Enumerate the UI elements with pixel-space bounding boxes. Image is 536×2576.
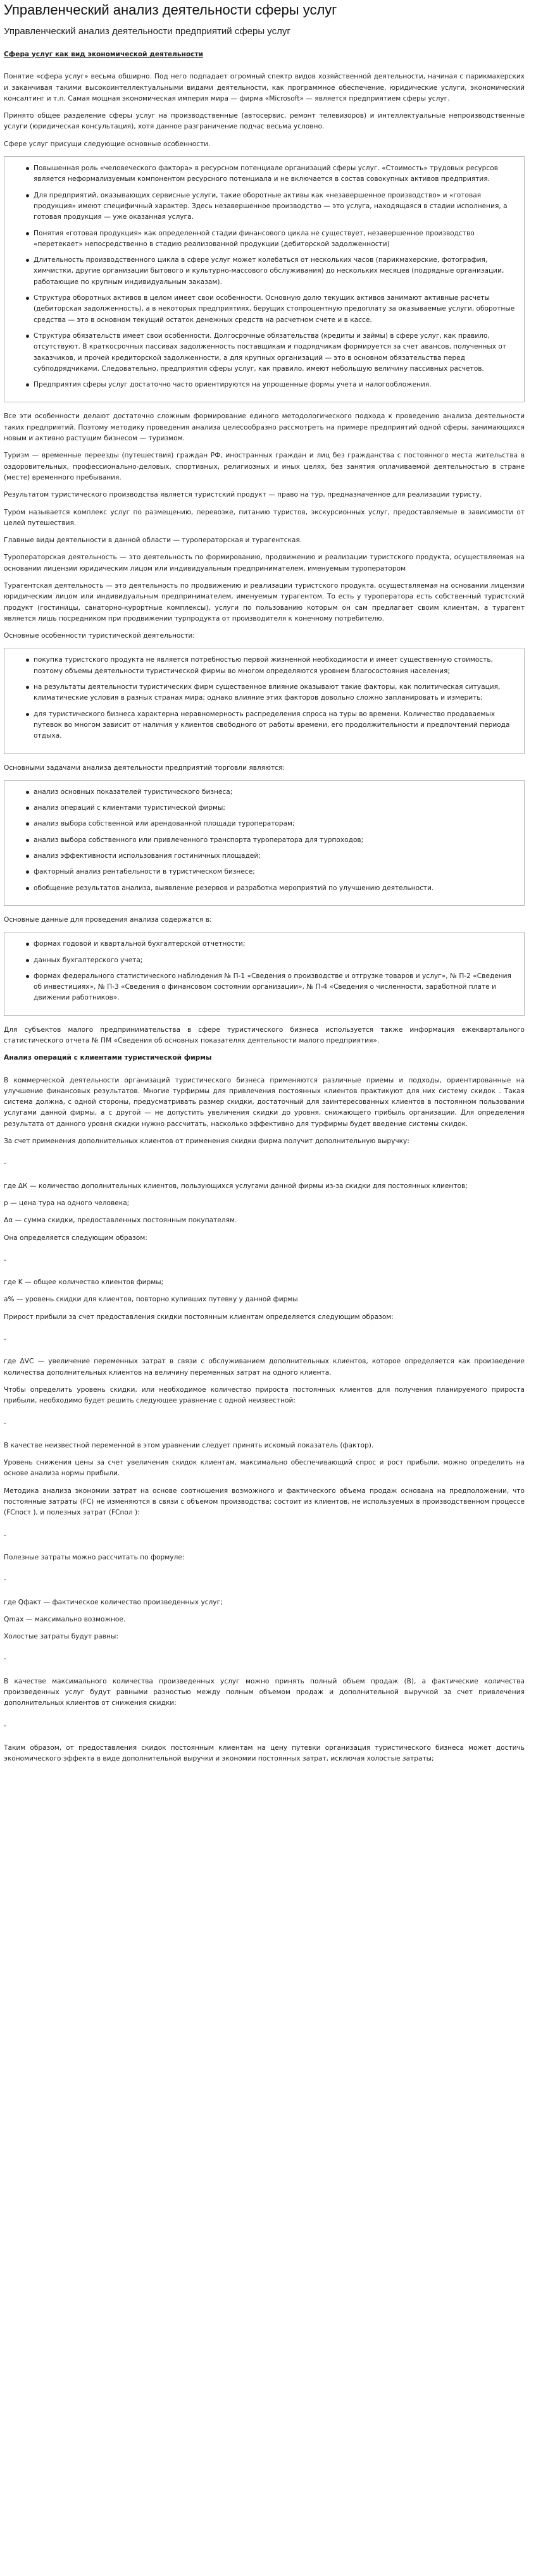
list-item: формах федерального статистического наблюдения № П-1 «Сведения о производстве и отгрузке товаров и услуг», № П-2 «Сведения об инвестициях», № П-3 «Сведения о финансовом состоянии организации», № П-4 «Сведения о численности, заработной плате и движении работников».: [34, 971, 519, 1004]
analysis-tasks-list: [4, 787, 519, 894]
definition-line: где Qфакт — фактическое количество произведенных услуг;: [4, 1598, 223, 1606]
features-box: [4, 156, 525, 402]
list-item: покупка туристского продукта не является потребностью первой жизненной необходимости и имеет существенную стоимость, поэтому объемы деятельности туристической фирмы во многом определяются уровнем благосостояния населения;: [34, 655, 519, 677]
sources-box: [4, 932, 525, 1015]
formula-placeholder: -: [4, 1531, 6, 1539]
list-item: анализ основных показателей туристического бизнеса;: [34, 787, 519, 798]
list-item: обобщение результатов анализа, выявление резервов и разработка мероприятий по улучшению деятельности.: [34, 883, 519, 894]
list-item: анализ выбора собственного или привлеченного транспорта туроператора для турпоходов;: [34, 835, 519, 846]
body-paragraph: Она определяется следующим образом:: [4, 1234, 147, 1242]
sources-intro: Основные данные для проведения анализа содержатся в:: [4, 915, 212, 924]
tourism-features-list: [4, 655, 519, 741]
definition-line: p — цена тура на одного человека;: [4, 1199, 130, 1207]
formula-placeholder: -: [4, 1655, 6, 1663]
formula-placeholder: -: [4, 1419, 6, 1427]
list-item: анализ выбора собственной или арендованной площади туроператорам;: [34, 819, 519, 829]
list-item: анализ операций с клиентами туристической фирмы;: [34, 803, 519, 814]
clients-paragraph: В коммерческой деятельности организаций туристического бизнеса применяются различные приемы и подходы, ориентированные на улучшение финансовых результатов. Многие турфирмы для привлечения постоянных клиентов практикуют для них систему скидок . Такая система должна, с одной стороны, предусматривать размер скидки, достаточный для заинтересованных клиентов в постоянном пользовании услугами данной фирмы, а с другой — не допустить увеличения скидки до уровня, снижающего прибыль организации. Для определения результата от данного уровня скидки нужно рассчитать, насколько эффективно для турфирмы будет введение системы скидок.: [4, 1076, 525, 1128]
list-item: факторный анализ рентабельности в туристическом бизнесе;: [34, 867, 519, 877]
intro-paragraph: Сфере услуг присущи следующие основные особенности.: [4, 140, 211, 148]
definition-line: где ΔVC — увеличение переменных затрат в связи с обслуживанием дополнительных клиентов, которое определяется как произведение количества дополнительных клиентов на величину переменных затрат на одного клиента.: [4, 1358, 525, 1377]
body-paragraph: Основные особенности туристической деятельности:: [4, 632, 195, 640]
body-paragraph: Прирост прибыли за счет предоставления скидки постоянным клиентам определяется следующим образом:: [4, 1313, 394, 1321]
body-paragraph: Главные виды деятельности в данной области — туроператорская и турагентская.: [4, 536, 302, 545]
body-paragraph: Туром называется комплекс услуг по размещению, перевозке, питанию туристов, экскурсионных услуг, предоставляемые в зависимости от целей путешествия.: [4, 508, 525, 527]
analysis-tasks-box: [4, 780, 525, 906]
definition-line: Qmax — максимально возможное.: [4, 1615, 126, 1623]
list-item: Предприятия сферы услуг достаточно часто ориентируются на упрощенные формы учета и налогообложения.: [34, 380, 519, 390]
list-item: для туристического бизнеса характерна неравномерность распределения спроса на туры во времени. Количество продаваемых путевок во многом зависит от наличия у клиентов свободного от работы времени, его продолжительности и предпочтений периода отдыха.: [34, 709, 519, 742]
formula-placeholder: -: [4, 1335, 6, 1344]
clients-paragraph: За счет применения дополнительных клиентов от применения скидки фирма получит дополнительную выручку:: [4, 1137, 409, 1146]
definition-line: a% — уровень скидки для клиентов, повторно купивших путевку у данной фирмы: [4, 1296, 298, 1304]
list-item: формах годовой и квартальной бухгалтерской отчетности;: [34, 939, 519, 950]
list-item: данных бухгалтерского учета;: [34, 955, 519, 966]
list-item: Структура оборотных активов в целом имеет свои особенности. Основную долю текущих активов занимают активные расчеты (дебиторская задолженность), а в некоторых предприятиях, берущих стопроцентную предоплату за оказываемые услуги, оборотные средства — это в основном текущий остаток денежных средств на расчетном счете и в кассе.: [34, 293, 519, 326]
list-item: анализ эффективности использования гостиничных площадей;: [34, 851, 519, 862]
tourism-features-box: [4, 648, 525, 753]
sources-list: [4, 939, 519, 1003]
definition-line: Δα — сумма скидки, предоставленных постоянным покупателям.: [4, 1217, 237, 1225]
intro-paragraph: Понятие «сфера услуг» весьма обширно. Под него подпадает огромный спектр видов хозяйственной деятельности, начиная с парикмахерских и заканчивая такими высокоинтеллектуальными видами деятельности, как программное обеспечение, юридические услуги, экономический консалтинг и т.п. Самая мощная экономическая империя мира — фирма «Microsoft» — является предприятием сферы услуг.: [4, 73, 525, 102]
list-item: Понятия «готовая продукция» как определенной стадии финансового цикла не существует, незавершенное производство «перетекает» непосредственно в стадию реализованной продукции (дебиторской задолженности): [34, 228, 519, 251]
features-list: [4, 163, 519, 390]
section-heading: Сфера услуг как вид экономической деятельности: [4, 51, 204, 58]
body-paragraph: Результатом туристического производства является туристский продукт — право на тур, предназначенное для реализации туристу.: [4, 491, 482, 499]
analysis-tasks-intro: Основными задачами анализа деятельности предприятий торговли являются:: [4, 764, 285, 772]
body-paragraph: В качестве максимального количества произведенных услуг можно принять полный объем продаж (В), а фактические количества произведенных услуг будут равными разностью между полным объемом продаж и дополнительной выручкой за счет привлечения дополнительных клиентов от снижения скидки:: [4, 1677, 525, 1707]
body-paragraph: Туроператорская деятельность — это деятельность по формированию, продвижению и реализации туристского продукта, осуществляемая на основании лицензии юридическим лицом или индивидуальным предпринимателем, именуемым туроператором: [4, 554, 525, 573]
page-title: Управленческий анализ деятельности сферы услуг: [4, 2, 337, 18]
list-item: Для предприятий, оказывающих сервисные услуги, такие оборотные активы как «незавершенное производство» и «готовая продукция» имеют специфичный характер. Здесь незавершенное производство — это услуга, находящаяся в стадии исполнения, а готовая продукция — уже оказанная услуга.: [34, 190, 519, 223]
list-item: Структура обязательств имеет свои особенности. Долгосрочные обязательства (кредиты и займы) в сфере услуг, как правило, отсутствуют. В краткосрочных пассивах задолженность поставщикам и подрядчикам формируется за счет авансов, полученных от заказчиков, и прочей кредиторской задолженности, а для крупных организаций — это в основном обязательства перед субподрядчиками. Следовательно, предприятия сферы услуг, как правило, имеют небольшую величину пассивных расчетов.: [34, 331, 519, 375]
body-paragraph: Методика анализа экономии затрат на основе соотношения возможного и фактического объема продаж основана на предположении, что постоянные затраты (FC) не изменяются в связи с объемом производства; состоит из клиентов, не используемых в производственном процессе (FCпост ), и полезных затрат (FCпол ):: [4, 1487, 525, 1517]
intro-section: [4, 71, 525, 150]
small-business-paragraph: Для субъектов малого предпринимательства в сфере туристического бизнеса используется также информация ежеквартального статистического отчета № ПМ «Сведения об основных показателях деятельности малого предприятия».: [4, 1025, 525, 1044]
body-paragraph: Чтобы определить уровень скидки, или необходимое количество прироста постоянных клиентов для получения планируемого прироста прибыли, необходимо будет решить следующее уравнение с одной неизвестной:: [4, 1385, 525, 1405]
list-item: Повышенная роль «человеческого фактора» в ресурсном потенциале организаций сферы услуг. «Стоимость» трудовых ресурсов является неформализуемым компонентом ресурсного потенциала и не включается в состав совокупных активов предприятия.: [34, 163, 519, 185]
body-paragraph: В качестве неизвестной переменной в этом уравнении следует принять искомый показатель (фактор).: [4, 1441, 374, 1449]
page-subtitle: Управленческий анализ деятельности предприятий сферы услуг: [4, 26, 290, 37]
body-paragraph: Холостые затраты будут равны:: [4, 1633, 118, 1641]
conclusion-paragraph: Таким образом, от предоставления скидок постоянным клиентам на цену путевки организация туристического бизнеса может достичь экономического эффекта в виде дополнительной выручки и экономии постоянных затрат, исключая холостые затраты;: [4, 1743, 525, 1763]
clients-section-heading: Анализ операций с клиентами туристической фирмы: [4, 1054, 212, 1062]
document-page: [0, 1, 528, 1764]
body-paragraph: Туризм — временные переезды (путешествия) граждан РФ, иностранных граждан и лиц без гражданства с постоянного места жительства в оздоровительных, профессионально-деловых, спортивных, религиозных и иных целях, без занятия оплачиваемой деятельностью в стране (месте) временного пребывания.: [4, 452, 525, 481]
body-paragraph: Полезные затраты можно рассчитать по формуле:: [4, 1553, 185, 1561]
list-item: Длительность производственного цикла в сфере услуг может колебаться от нескольких часов (парикмахерские, фотография, химчистки, другие организации бытового и культурно-массового обслуживания) до нескольких месяцев (подрядные организации, работающие по крупным индивидуальным заказам).: [34, 255, 519, 288]
list-item: на результаты деятельности туристических фирм существенное влияние оказывают такие факторы, как политическая ситуация, климатические условия в разных странах мира; однако влияние этих факторов довольно сложно запланировать и измерить;: [34, 682, 519, 704]
definition-line: где K — общее количество клиентов фирмы;: [4, 1279, 164, 1287]
body-paragraph: Все эти особенности делают достаточно сложным формирование единого методологического подхода к проведению анализа деятельности таких предприятий. Поэтому методику проведения анализа целесообразно рассмотреть на примере предприятий одной сферы, занимающихся новым и активно растущим бизнесом — туризмом.: [4, 412, 525, 443]
formula-placeholder: -: [4, 1256, 6, 1264]
formula-placeholder: -: [4, 1160, 6, 1168]
body-paragraph: Турагентская деятельность — это деятельность по продвижению и реализации туристского продукта, осуществляемая на основании лицензии юридическим лицом или индивидуальным предпринимателем, именуемым турагентом. То есть у туроператора есть собственный туристский продукт (гостиницы, санаторно-курортные комплексы), услуги по пользованию которым он сам предлагает своим клиентам, а турагент является лишь посредником при продвижении турпродукта от производителя к конечному потребителю.: [4, 581, 525, 622]
body-paragraph: Уровень снижения цены за счет увеличения скидок клиентам, максимально обеспечивающий спрос и рост прибыли, можно определить на основе анализа нормы прибыли.: [4, 1459, 525, 1478]
intro-paragraph: Принято общее разделение сферы услуг на производственные (автосервис, ремонт телевизоров) и интеллектуальные непроизводственные услуги (юридическая консультация), хотя данное разграничение подчас весьма условно.: [4, 112, 525, 131]
formula-placeholder: -: [4, 1576, 6, 1584]
formula-placeholder: -: [4, 1721, 6, 1730]
definition-line: где ΔК — количество дополнительных клиентов, пользующихся услугами данной фирмы из-за скидки для постоянных клиентов;: [4, 1182, 468, 1190]
